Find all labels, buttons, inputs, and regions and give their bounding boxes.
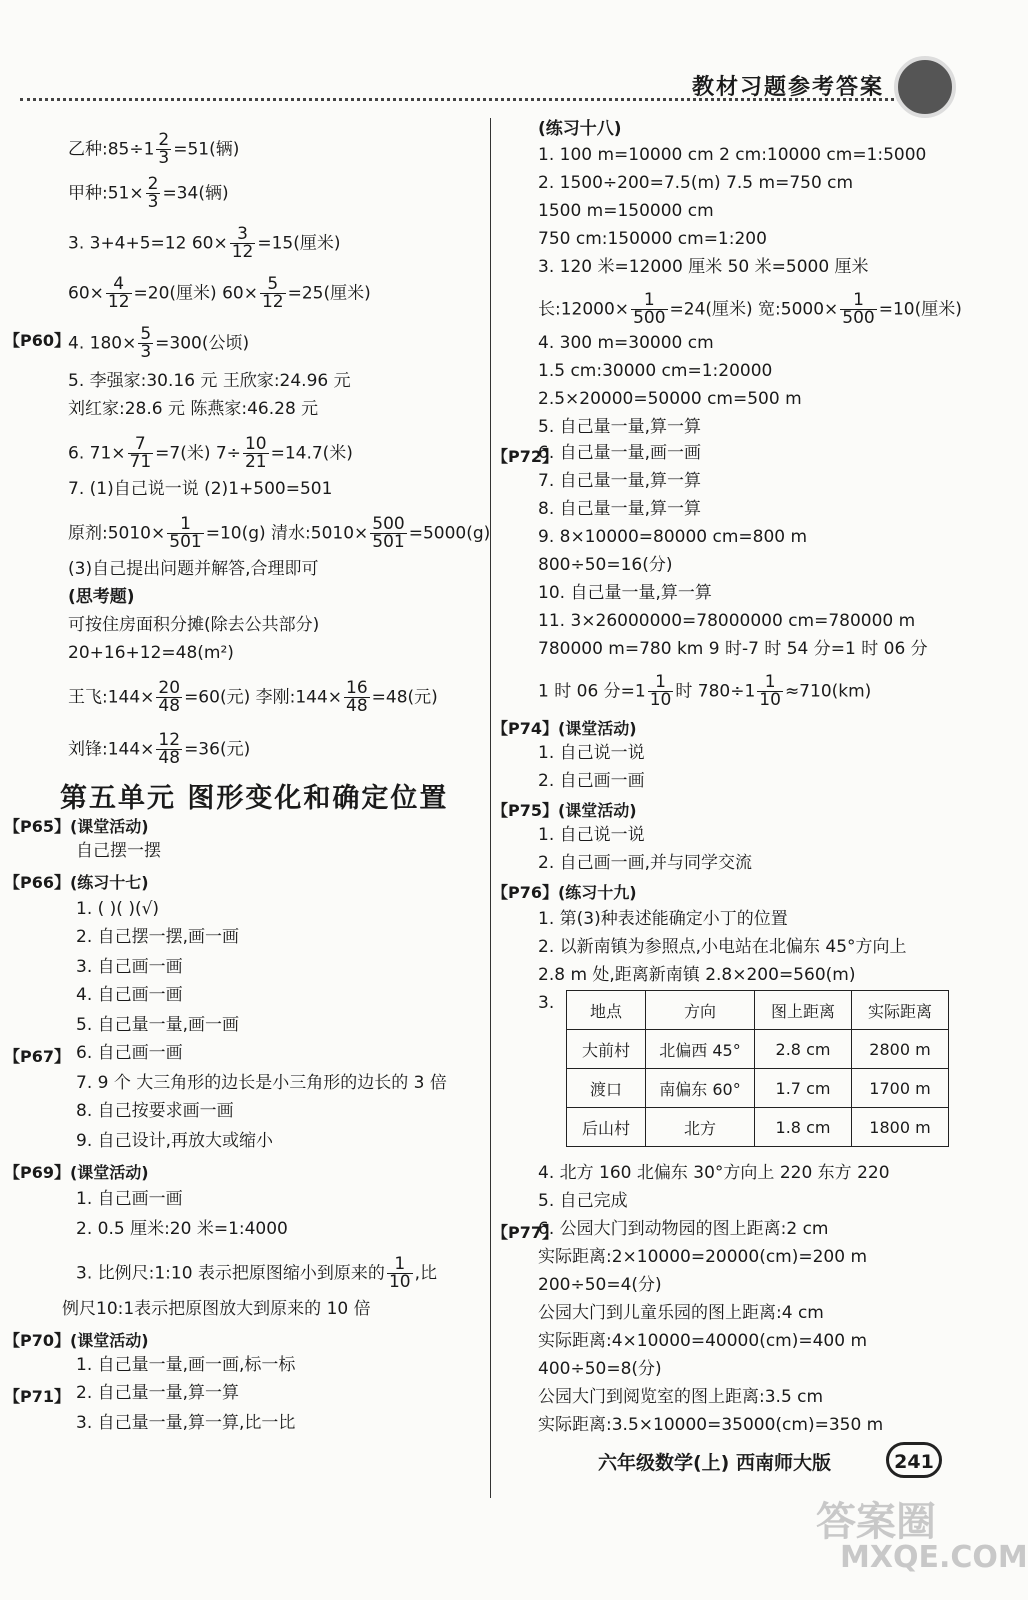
answer-line: (3)自己提出问题并解答,合理即可 [68, 559, 319, 579]
answer-line: 乙种:85÷1 $\frac{2}{3}$ =51(辆) [68, 130, 240, 168]
answer-line: 2. 0.5 厘米:20 米=1:4000 [76, 1219, 288, 1239]
answer-line: 1. 自己量一量,画一画,标一标 [76, 1355, 296, 1375]
answer-line: 1 时 06 分=1 $\frac{1}{10}$ 时 780÷1 $\frac{1}{10}$ ≈710(km) [538, 672, 872, 710]
table-cell: 1800 m [852, 1108, 949, 1147]
page-ref-tag: 【P71】 [4, 1387, 70, 1406]
table-cell: 后山村 [567, 1108, 646, 1147]
page-ref-tag: 【P75】(课堂活动) [492, 801, 637, 820]
book-logo-icon [894, 56, 956, 118]
page-ref-tag: 【P76】(练习十九) [492, 883, 637, 902]
answer-line: 实际距离:2×10000=20000(cm)=200 m [538, 1247, 868, 1267]
column-divider [490, 118, 491, 1498]
table-cell: 2800 m [852, 1030, 949, 1069]
answer-line: 刘锋:144× $\frac{12}{48}$ =36(元) [68, 730, 251, 768]
answer-line: 1. 自己说一说 [538, 825, 645, 845]
table-header-cell: 方向 [646, 991, 755, 1030]
watermark-logo: 答案圈 [816, 1499, 936, 1545]
answer-line: 1.5 cm:30000 cm=1:20000 [538, 361, 773, 381]
answer-line: 例尺10:1表示把原图放大到原来的 10 倍 [62, 1299, 371, 1319]
answer-line: 400÷50=8(分) [538, 1359, 662, 1379]
answer-line: 4. 300 m=30000 cm [538, 333, 714, 353]
page-ref-tag: 【P66】(练习十七) [4, 873, 149, 892]
table-cell: 大前村 [567, 1030, 646, 1069]
page-ref-tag: 【P72】 [492, 447, 558, 466]
table-cell: 渡口 [567, 1069, 646, 1108]
answer-line: 2. 以新南镇为参照点,小电站在北偏东 45°方向上 [538, 937, 907, 957]
answer-line: 5. 李强家:30.16 元 王欣家:24.96 元 [68, 371, 351, 391]
table-cell: 1.7 cm [755, 1069, 852, 1108]
answer-line: 实际距离:4×10000=40000(cm)=400 m [538, 1331, 868, 1351]
answer-line: 王飞:144× $\frac{20}{48}$ =60(元) 李刚:144× $\frac{16}{48}$ =48(元) [68, 678, 438, 716]
answer-line: 8. 自己量一量,算一算 [538, 499, 702, 519]
page-number: 241 [886, 1442, 942, 1478]
answer-line: 公园大门到儿童乐园的图上距离:4 cm [538, 1303, 824, 1323]
answer-line: 800÷50=16(分) [538, 555, 673, 575]
location-table [566, 990, 949, 1147]
page-ref-tag: 【P65】(课堂活动) [4, 817, 149, 836]
answer-line: 2. 自己量一量,算一算 [76, 1383, 240, 1403]
page-ref-tag: 【P67】 [4, 1047, 70, 1066]
answer-line: 6. 自己量一量,画一画 [538, 443, 702, 463]
answer-line: 4. 180× $\frac{5}{3}$ =300(公顷) [68, 324, 250, 362]
answer-line: 6. 公园大门到动物园的图上距离:2 cm [538, 1219, 829, 1239]
answer-line: 甲种:51× $\frac{2}{3}$ =34(辆) [68, 174, 229, 212]
answer-line: 可按住房面积分摊(除去公共部分) [68, 615, 320, 635]
watermark-url: MXQE.COM [840, 1540, 1028, 1575]
table-cell: 1.8 cm [755, 1108, 852, 1147]
answer-line: 4. 自己画一画 [76, 985, 183, 1005]
table-header-cell: 图上距离 [755, 991, 852, 1030]
page-header [0, 0, 996, 112]
answer-line: 自己摆一摆 [76, 841, 161, 861]
table-cell: 南偏东 60° [646, 1069, 755, 1108]
answer-line: 4. 北方 160 北偏东 30°方向上 220 东方 220 [538, 1163, 890, 1183]
table-cell: 1700 m [852, 1069, 949, 1108]
answer-line: 750 cm:150000 cm=1:200 [538, 229, 767, 249]
footer-book-title: 六年级数学(上) 西南师大版 [598, 1452, 831, 1474]
answer-line: 9. 8×10000=80000 cm=800 m [538, 527, 808, 547]
page-ref-tag: 【P60】 [4, 331, 70, 350]
table-row [567, 1108, 949, 1147]
table-header-cell: 地点 [567, 991, 646, 1030]
answer-line: 8. 自己按要求画一画 [76, 1101, 234, 1121]
table-header-cell: 实际距离 [852, 991, 949, 1030]
answer-line: 60× $\frac{4}{12}$ =20(厘米) 60× $\frac{5}{12}$ =25(厘米) [68, 274, 371, 312]
page-ref-tag: 【P70】(课堂活动) [4, 1331, 149, 1350]
answer-line: 7. (1)自己说一说 (2)1+500=501 [68, 479, 333, 499]
header-title: 教材习题参考答案 [691, 75, 884, 100]
answer-line: 5. 自己完成 [538, 1191, 628, 1211]
section-label: (思考题) [68, 587, 135, 607]
answer-line: 2. 1500÷200=7.5(m) 7.5 m=750 cm [538, 173, 854, 193]
answer-line: 2.5×20000=50000 cm=500 m [538, 389, 802, 409]
page-ref-tag: 【P74】(课堂活动) [492, 719, 637, 738]
answer-line: 1. 100 m=10000 cm 2 cm:10000 cm=1:5000 [538, 145, 927, 165]
answer-line: 公园大门到阅览室的图上距离:3.5 cm [538, 1387, 824, 1407]
answer-line: 9. 自己设计,再放大或缩小 [76, 1131, 274, 1151]
answer-line: 6. 71× $\frac{7}{71}$ =7(米) 7÷ $\frac{10}{21}$ =14.7(米) [68, 434, 353, 472]
answer-line: 7. 自己量一量,算一算 [538, 471, 702, 491]
answer-line: 11. 3×26000000=78000000 cm=780000 m [538, 611, 916, 631]
page-ref-tag: 【P77】 [492, 1223, 558, 1242]
answer-line: 3. 3+4+5=12 60× $\frac{3}{12}$ =15(厘米) [68, 224, 341, 262]
answer-line: 2. 自己画一画 [538, 771, 645, 791]
answer-line: 原剂:5010× $\frac{1}{501}$ =10(g) 清水:5010× $\frac{500}{501}$ =5000(g) [68, 514, 491, 552]
table-header-row [567, 991, 949, 1030]
answer-line: 1. 第(3)种表述能确定小丁的位置 [538, 909, 788, 929]
table-cell: 北偏西 45° [646, 1030, 755, 1069]
answer-line: 10. 自己量一量,算一算 [538, 583, 712, 603]
table-cell: 2.8 cm [755, 1030, 852, 1069]
answer-line: 5. 自己量一量,算一算 [538, 417, 702, 437]
answer-line: 6. 自己画一画 [76, 1043, 183, 1063]
table-row [567, 1069, 949, 1108]
answer-line: 刘红家:28.6 元 陈燕家:46.28 元 [68, 399, 319, 419]
answer-line: 3. 自己量一量,算一算,比一比 [76, 1413, 296, 1433]
answer-line: 5. 自己量一量,画一画 [76, 1015, 240, 1035]
answer-line: 长:12000× $\frac{1}{500}$ =24(厘米) 宽:5000× $\frac{1}{500}$ =10(厘米) [538, 290, 962, 328]
answer-line: 1. 自己说一说 [538, 743, 645, 763]
answer-line: 3. 120 米=12000 厘米 50 米=5000 厘米 [538, 257, 869, 277]
answer-line: 3. [538, 993, 555, 1013]
answer-line: 3. 自己画一画 [76, 957, 183, 977]
page-ref-tag: 【P69】(课堂活动) [4, 1163, 149, 1182]
answer-line: 1500 m=150000 cm [538, 201, 714, 221]
answer-line: 1. 自己画一画 [76, 1189, 183, 1209]
answer-line: 7. 9 个 大三角形的边长是小三角形的边长的 3 倍 [76, 1073, 447, 1093]
answer-line: 3. 比例尺:1:10 表示把原图缩小到原来的 $\frac{1}{10}$ ,比 [76, 1254, 437, 1292]
answer-line: 1. ( )( )(√) [76, 899, 160, 919]
table-row [567, 1030, 949, 1069]
answer-line: 实际距离:3.5×10000=35000(cm)=350 m [538, 1415, 884, 1435]
answer-line: 2.8 m 处,距离新南镇 2.8×200=560(m) [538, 965, 856, 985]
answer-line: 780000 m=780 km 9 时-7 时 54 分=1 时 06 分 [538, 639, 928, 659]
unit-title: 第五单元 图形变化和确定位置 [60, 783, 449, 814]
answer-line: 200÷50=4(分) [538, 1275, 662, 1295]
answer-line: 2. 自己摆一摆,画一画 [76, 927, 240, 947]
section-label: (练习十八) [538, 119, 622, 139]
answer-line: 20+16+12=48(m²) [68, 643, 234, 663]
table-cell: 北方 [646, 1108, 755, 1147]
answer-line: 2. 自己画一画,并与同学交流 [538, 853, 753, 873]
